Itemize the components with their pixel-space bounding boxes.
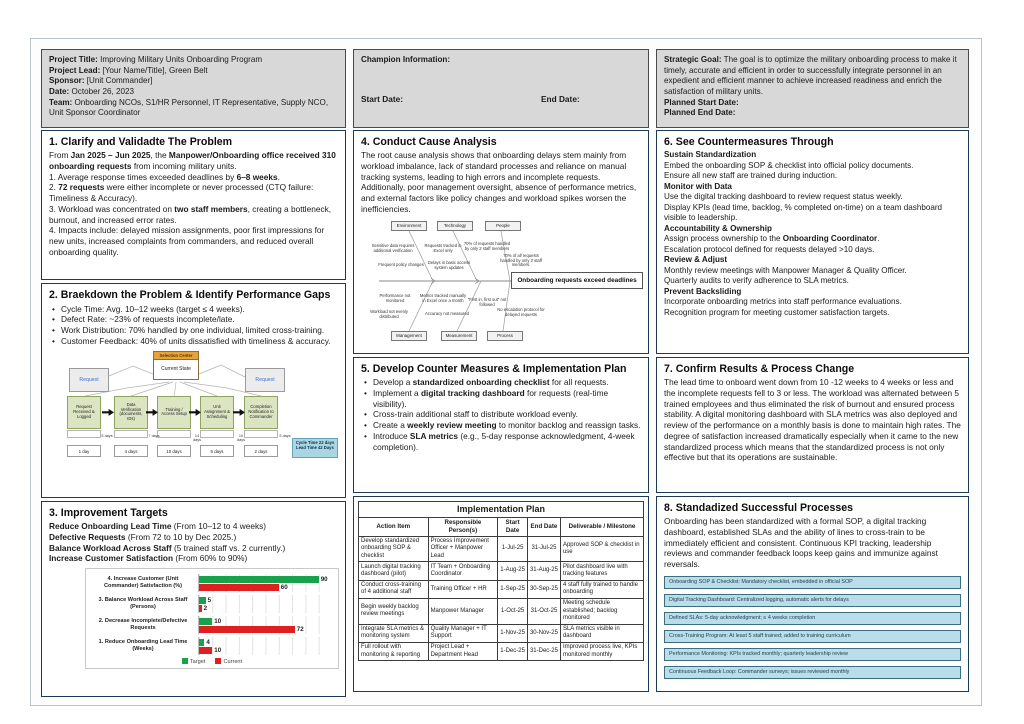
data-box — [157, 430, 191, 438]
section-3-body — [49, 521, 338, 564]
cell-action: Integrate SLA metrics & monitoring system — [359, 624, 429, 642]
current-state-label: Current State — [161, 365, 191, 372]
fishbone-diagram — [361, 218, 649, 344]
fishbone-effect: Onboarding requests exceed deadlines — [511, 272, 643, 289]
chart-plot-area — [198, 616, 332, 634]
section-2-bullet: • Cycle Time: Avg. 10–12 weeks (target ≤ 4 weeks). — [49, 304, 338, 315]
fishbone-cause: 70% of requests handled by only 2 staff members — [463, 240, 511, 251]
fishbone-cause: No escalation protocol for delayed requests — [497, 306, 545, 317]
lead-time-value: Lead Time 42 Days — [296, 445, 334, 451]
process-step-5: Completion Notification to Commander — [244, 396, 278, 429]
section-6-line: Display KPIs (lead time, backlog, % completed on-time) on a team dashboard visible to leadership. — [664, 202, 943, 223]
col-header-end: End Date — [527, 517, 560, 536]
section-7-paragraph: The lead time to onboard went down from 10 -12 weeks to 4 weeks or less and the incomplete requests fell to 3 or less. The workload was alternated between 5 trained employees and thus eliminated the risk of burnout and ensured process stability. A digital monitoring dashboard with SLA metrics was also deployed and review of the performance on a monthly basis is done to maintain high rates. The degree of satisfaction increased dramatically especially when it came to the new standardized process which means that the standardized process is not only effective but that its operations are sustainable. — [664, 377, 961, 463]
cell-start-date: 1-Nov-25 — [498, 624, 528, 642]
section-6-title: 6. See Countermeasures Through — [664, 136, 834, 148]
fishbone-cause: Delays in basic access system updates — [427, 259, 471, 270]
timeline-step-time-1: 1 day — [67, 445, 101, 457]
table-row — [359, 642, 644, 660]
timeline-wait-time-1: 5 days — [101, 433, 113, 438]
chart-legend — [92, 658, 332, 665]
cell-action: Begin weekly backlog review meetings — [359, 598, 429, 624]
project-info-line: Team: Onboarding NCOs, S1/HR Personnel, IT Representative, Supply NCO, Unit Sponsor Coordinator — [49, 97, 329, 118]
target-bar — [199, 597, 206, 604]
timeline-step-time-3: 10 days — [157, 445, 191, 457]
bar-value-label: 60 — [280, 583, 288, 591]
timeline-wait-time-5: 5 days — [279, 433, 291, 438]
cell-end-date: 31-Jul-25 — [527, 536, 560, 562]
section-1-line: 1. Average response times exceeded deadlines by 6–8 weeks. — [49, 171, 280, 182]
fishbone-cause: Requests tracked in Excel only — [424, 242, 462, 253]
fishbone-category-technology: Technology — [437, 221, 473, 231]
section-1-line: From Jan 2025 – Jun 2025, the Manpower/Onboarding office received 310 onboarding requests from incoming military units. — [49, 150, 336, 171]
section-4-title: 4. Conduct Cause Analysis — [361, 136, 497, 148]
cell-start-date: 1-Oct-25 — [498, 598, 528, 624]
cell-start-date: 1-Jul-25 — [498, 536, 528, 562]
cell-end-date: 31-Oct-25 — [527, 598, 560, 624]
cell-end-date: 31-Dec-25 — [527, 642, 560, 660]
data-box — [200, 430, 234, 438]
standardization-bars — [664, 576, 961, 679]
project-info-lines — [49, 55, 338, 119]
strategic-goal-text: Strategic Goal: The goal is to optimize the military onboarding process to make it timely, accurate and efficient in order to successfully integrate personnel in an expedient and efficient manner to achieve increased readiness and enrich the satisfaction of military units. — [664, 55, 957, 97]
cell-start-date: 1-Sep-25 — [498, 580, 528, 598]
bar-value-label: 4 — [206, 638, 210, 646]
section-6-line: Ensure all new staff are trained during induction. — [664, 171, 838, 181]
cycle-lead-time-summary — [292, 438, 338, 458]
standardization-bar: Defined SLAs: 5-day acknowledgment; ≤ 4 weeks completion — [664, 612, 961, 625]
project-info-line: Sponsor: [Unit Commander] — [49, 76, 153, 86]
bar-value-label: 90 — [320, 575, 328, 583]
cell-action: Launch digital tracking dashboard (pilot) — [359, 562, 429, 580]
implementation-plan-table — [358, 501, 644, 661]
section-8-paragraph: Onboarding has been standardized with a formal SOP, a digital tracking dashboard, established SLAs and the ability of lines to cross-train to be immediately efficient and consistent. Continuous KPI tracking, leadership reviews and commander feedback loops keep gains and immunize against reversals. — [664, 516, 938, 570]
section-3-line: Defective Requests (From 72 to 10 by Dec 2025.) — [49, 531, 237, 542]
section-6-line: Monitor with Data — [664, 181, 732, 191]
data-box — [114, 430, 148, 438]
section-7-confirm-results — [656, 357, 969, 493]
section-3-title: 3. Improvement Targets — [49, 507, 168, 519]
cell-action: Full rollout with monitoring & reporting — [359, 642, 429, 660]
fishbone-category-management: Management — [391, 331, 427, 341]
standardization-bar: Onboarding SOP & Checklist: Mandatory checklist, embedded in official SOP — [664, 576, 961, 589]
section-2-bullet: • Work Distribution: 70% handled by one individual, limited cross-training. — [49, 325, 338, 336]
a3-report-sheet — [30, 38, 982, 706]
section-5-bullet: • Introduce SLA metrics (e.g., 5-day response acknowledgment, 4-week completion). — [361, 431, 641, 453]
cell-deliverable: Improved process live, KPIs monitored monthly — [560, 642, 643, 660]
cell-deliverable: 4 staff fully trained to handle onboarding — [560, 580, 643, 598]
section-6-line: Quarterly audits to verify adherence to SLA metrics. — [664, 276, 849, 286]
cell-start-date: 1-Aug-25 — [498, 562, 528, 580]
process-step-2: Data Verification (documents, IDs) — [114, 396, 148, 429]
process-step-4: Unit Assignment & Scheduling — [200, 396, 234, 429]
cell-deliverable: SLA metrics visible in dashboard — [560, 624, 643, 642]
process-step-3: Training / Access Setup — [157, 396, 191, 429]
standardization-bar: Performance Monitoring: KPIs tracked monthly; quarterly leadership review — [664, 648, 961, 661]
section-3-improvement-targets — [41, 501, 346, 697]
target-bar — [199, 576, 319, 583]
section-2-bullet: • Customer Feedback: 40% of units dissatisfied with timeliness & accuracy. — [49, 336, 338, 347]
planned-end-date-label: Planned End Date: — [664, 108, 736, 118]
champion-info-box — [353, 49, 649, 128]
section-1-line: 4. Impacts include: delayed mission assignments, poor first impressions for new units, increased complaints from commanders, and reduced overall onboarding quality. — [49, 225, 325, 258]
cell-responsible: Manpower Manager — [428, 598, 498, 624]
section-3-line: Reduce Onboarding Lead Time (From 10–12 to 4 weeks) — [49, 521, 267, 531]
section-6-line: Incorporate onboarding metrics into staff performance evaluations. — [664, 297, 902, 307]
fishbone-category-measurement: Measurement — [441, 331, 477, 341]
section-6-line: Monthly review meetings with Manpower Manager & Quality Officer. — [664, 265, 907, 275]
request-box-left: Request — [69, 368, 109, 392]
strategic-goal-box — [656, 49, 969, 128]
section-1-line: 2. 72 requests were either incomplete or never processed (CTQ failure: Timeliness & Accuracy). — [49, 182, 314, 204]
section-5-bullet: • Implement a digital tracking dashboard for requests (real-time visibility). — [361, 388, 641, 410]
section-1-title: 1. Clarify and Validadte The Problem — [49, 136, 233, 148]
legend-swatch-icon — [182, 658, 188, 664]
cell-end-date: 31-Aug-25 — [527, 562, 560, 580]
fishbone-cause: Sensitive data requires additional verification — [371, 242, 415, 253]
cell-responsible: Project Lead + Department Head — [428, 642, 498, 660]
chart-plot-area — [198, 637, 332, 655]
section-6-line: Sustain Standardization — [664, 150, 757, 159]
section-8-title: 8. Standadized Successful Processes — [664, 502, 854, 514]
target-bar — [199, 618, 212, 625]
chart-row — [92, 637, 332, 655]
fishbone-cause: Metrics tracked manually in Excel once a month — [419, 292, 467, 303]
cell-deliverable: Pilot dashboard live with tracking features — [560, 562, 643, 580]
fishbone-cause: 70% of all requests handled by only 2 staff members. — [500, 252, 542, 268]
timeline-wait-time-4: 10 days — [236, 433, 246, 442]
timeline-wait-time-3: 14 days — [192, 433, 202, 442]
cell-end-date: 30-Sep-25 — [527, 580, 560, 598]
timeline-step-time-4: 5 days — [200, 445, 234, 457]
implementation-plan-body — [359, 536, 644, 661]
implementation-plan-title: Implementation Plan — [359, 502, 644, 518]
current-bar — [199, 647, 212, 654]
section-6-line: Escalation protocol defined for requests delayed >10 days. — [664, 244, 875, 254]
project-info-line: Project Lead: [Your Name/Title], Green Belt — [49, 65, 208, 75]
cell-responsible: Training Officer + HR — [428, 580, 498, 598]
fishbone-category-environment: Environment — [391, 221, 427, 231]
start-date-label: Start Date: — [361, 93, 403, 104]
section-5-countermeasures — [353, 357, 649, 493]
cell-deliverable: Approved SOP & checklist in use — [560, 536, 643, 562]
current-bar — [199, 584, 279, 591]
table-row — [359, 536, 644, 562]
champion-label: Champion Information: — [361, 55, 451, 64]
cell-responsible: IT Team + Onboarding Coordinator — [428, 562, 498, 580]
bar-value-label: 72 — [296, 625, 304, 633]
bar-value-label: 2 — [203, 604, 208, 612]
project-info-line: Project Title: Improving Military Units Onboarding Program — [49, 55, 263, 64]
chart-category-label: 2. Decrease Incomplete/Defective Requests — [98, 618, 188, 632]
section-6-line: Assign process ownership to the Onboarding Coordinator. — [664, 234, 880, 244]
fishbone-cause: Accuracy not measured — [425, 310, 469, 316]
current-bar — [199, 605, 202, 612]
chart-category-label: 4. Increase Customer (Unit Commander) Satisfaction (%) — [103, 576, 182, 590]
section-6-line: Accountability & Ownership — [664, 223, 772, 233]
section-2-bullets — [49, 304, 338, 347]
fishbone-cause: Workload not evenly distributed — [370, 308, 408, 319]
chart-row — [92, 595, 332, 613]
process-step-1: Request Received & Logged — [67, 396, 101, 429]
table-row — [359, 580, 644, 598]
bar-value-label: 5 — [207, 596, 212, 604]
selection-center-header: Selection Center — [154, 352, 198, 360]
section-6-line: Use the digital tracking dashboard to review request status weekly. — [664, 192, 903, 202]
section-5-bullet: • Cross-train additional staff to distribute workload evenly. — [361, 409, 641, 420]
timeline-step-time-5: 2 days — [244, 445, 278, 457]
cell-deliverable: Meeting schedule established; backlog monitored — [560, 598, 643, 624]
section-8-standardize — [656, 496, 969, 692]
section-1-line: 3. Workload was concentrated on two staff members, creating a bottleneck, burnout, and increased error rates. — [49, 203, 332, 225]
implementation-plan-header-row — [359, 517, 644, 536]
legend-item-current: Current — [215, 658, 242, 665]
section-4-cause-analysis — [353, 130, 649, 354]
current-bar — [199, 626, 295, 633]
section-6-line: Recognition program for meeting customer satisfaction targets. — [664, 307, 890, 317]
cell-start-date: 1-Dec-25 — [498, 642, 528, 660]
bar-value-label: 10 — [214, 646, 222, 654]
table-row — [359, 562, 644, 580]
cell-action: Conduct cross-training of 4 additional staff — [359, 580, 429, 598]
bar-value-label: 10 — [214, 617, 222, 625]
section-5-bullet: • Develop a standardized onboarding checklist for all requests. — [361, 377, 641, 388]
chart-row — [92, 574, 332, 592]
current-state-process-map — [49, 350, 341, 462]
data-box — [67, 430, 101, 438]
col-header-action: Action Item — [359, 517, 429, 536]
chart-category-label: 3. Balance Workload Across Staff (Persons) — [98, 597, 188, 611]
col-header-who: Responsible Person(s) — [428, 517, 498, 536]
fishbone-cause: Frequent policy changes — [378, 261, 424, 267]
section-6-line: Prevent Backsliding — [664, 286, 742, 296]
standardization-bar: Continuous Feedback Loop: Commander surveys; issues reviewed monthly — [664, 666, 961, 679]
chart-plot-area — [198, 595, 332, 613]
table-row — [359, 624, 644, 642]
request-box-right: Request — [245, 368, 285, 392]
timeline-step-time-2: 4 days — [114, 445, 148, 457]
cell-responsible: Process Improvement Officer + Manpower Lead — [428, 536, 498, 562]
section-6-see-through — [656, 130, 969, 354]
chart-category-label: 1. Reduce Onboarding Lead Time (Weeks) — [98, 639, 188, 653]
col-header-start: Start Date — [498, 517, 528, 536]
section-5-title: 5. Develop Counter Measures & Implementation Plan — [361, 363, 627, 375]
cell-action: Develop standardized onboarding SOP & checklist — [359, 536, 429, 562]
planned-start-date-label: Planned Start Date: — [664, 97, 739, 107]
section-1-clarify-problem — [41, 130, 346, 280]
fishbone-cause: Performance not monitored — [379, 292, 411, 303]
section-6-line: Review & Adjust — [664, 255, 728, 265]
standardization-bar: Digital Tracking Dashboard: Centralized logging, automatic alerts for delays — [664, 594, 961, 607]
selection-center-box — [153, 351, 199, 380]
timeline-wait-time-2: 7 days — [148, 433, 160, 438]
legend-item-target: Target — [182, 658, 206, 665]
end-date-label: End Date: — [540, 93, 580, 104]
data-box — [244, 430, 278, 438]
fishbone-cause: "First in, first out" not followed — [467, 296, 507, 307]
targets-bar-chart — [85, 568, 339, 669]
section-2-breakdown-problem — [41, 283, 346, 498]
cell-end-date: 30-Nov-25 — [527, 624, 560, 642]
section-2-bullet: • Defect Rate: ~23% of requests incomplete/late. — [49, 314, 338, 325]
chart-plot-area — [198, 574, 332, 592]
section-5-bullets — [361, 377, 641, 452]
section-5-bullet: • Create a weekly review meeting to monitor backlog and reassign tasks. — [361, 420, 641, 431]
legend-swatch-icon — [215, 658, 221, 664]
target-bar — [199, 639, 204, 646]
standardization-bar: Cross-Training Program: At least 5 staff trained; added to training curriculum — [664, 630, 961, 643]
table-row — [359, 598, 644, 624]
fishbone-category-people: People — [485, 221, 521, 231]
section-6-body — [664, 150, 961, 318]
col-header-deliverable: Deliverable / Milestone — [560, 517, 643, 536]
cycle-time-value: Cycle Time 22 days — [295, 439, 335, 445]
project-info-line: Date: October 26, 2023 — [49, 87, 135, 97]
section-3-line: Balance Workload Across Staff (5 trained staff vs. 2 currently.) — [49, 542, 286, 553]
cell-responsible: Quality Manager + IT Support — [428, 624, 498, 642]
section-2-title: 2. Braekdown the Problem & Identify Performance Gaps — [49, 289, 331, 301]
implementation-plan-box — [353, 496, 649, 692]
fishbone-category-process: Process — [487, 331, 523, 341]
chart-row — [92, 616, 332, 634]
chart-rows — [92, 574, 332, 655]
section-4-paragraph: The root cause analysis shows that onboarding delays stem mainly from workload imbalance, lack of standard processes and reliance on manual tracking systems, leading to high errors and incomplete requests. Additionally, poor management oversight, absence of performance metrics, and external factors like policy changes and workload spikes worsen the inefficiencies. — [361, 150, 637, 214]
project-info-box — [41, 49, 346, 128]
section-7-title: 7. Confirm Results & Process Change — [664, 363, 855, 375]
section-3-line: Increase Customer Satisfaction (From 60% to 90%) — [49, 553, 248, 564]
section-6-line: Embed the onboarding SOP & checklist into official policy documents. — [664, 160, 914, 170]
section-1-body — [49, 150, 338, 258]
